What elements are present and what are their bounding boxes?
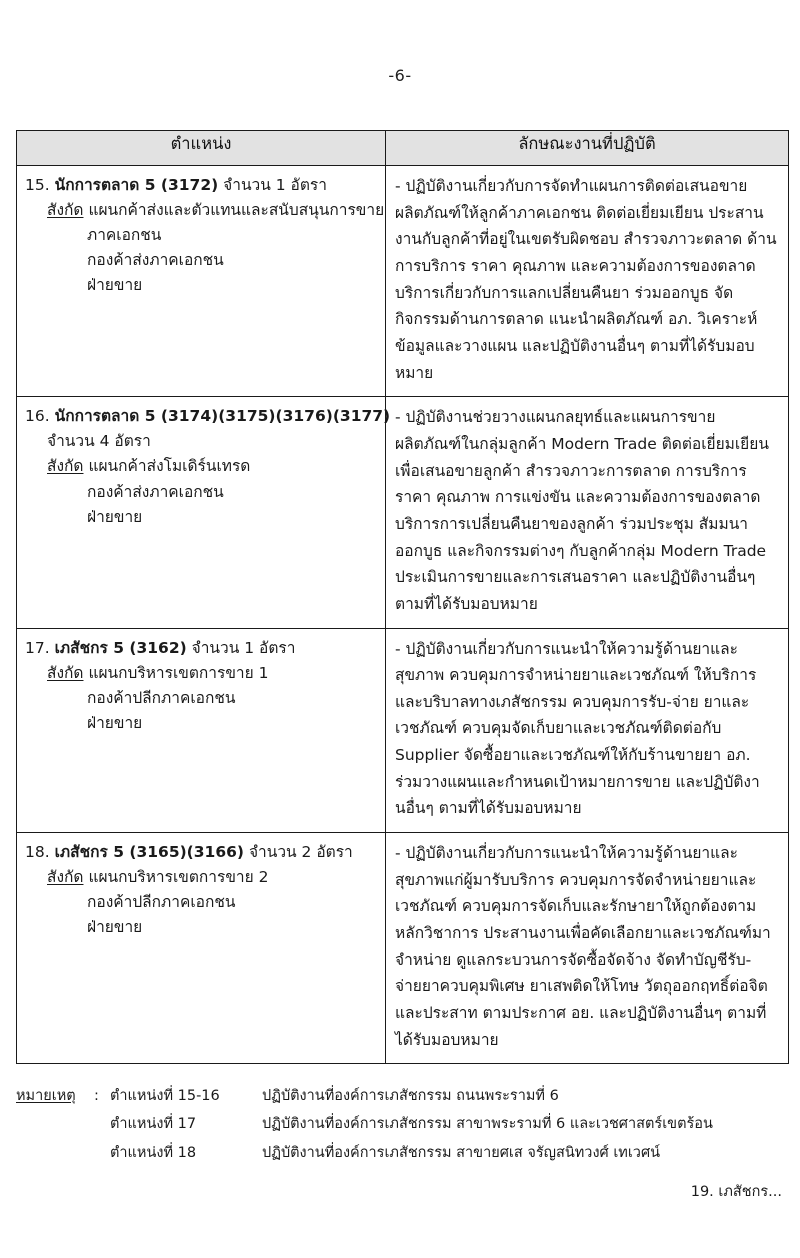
position-quantity: จำนวน 1 อัตรา [191, 638, 296, 657]
position-cell [17, 628, 386, 833]
notes-row [16, 1110, 788, 1138]
column-header-duties: ลักษณะงานที่ปฏิบัติ [386, 131, 789, 166]
notes-positions: ตำแหน่งที่ 17 [110, 1116, 197, 1133]
position-name: นักการตลาด 5 (3172) [54, 176, 219, 194]
affiliation-sub-line: ฝ่ายขาย [87, 918, 143, 937]
column-header-position: ตำแหน่ง [17, 131, 386, 166]
affiliation-sub-line: กองค้าปลีกภาคเอกชน [87, 688, 236, 707]
table-row [17, 166, 789, 397]
affiliation-sub-line: ฝ่ายขาย [87, 276, 143, 295]
affiliation-value: แผนกบริหารเขตการขาย 1 [88, 663, 269, 682]
affiliation-value: แผนกค้าส่งโมเดิร์นเทรด [88, 457, 251, 476]
duties-text: - ปฏิบัติงานช่วยวางแผนกลยุทธ์และแผนการขายผลิตภัณฑ์ในกลุ่มลูกค้า Modern Trade ติดต่อเยี่ยมเยียน เพื่อเสนอขายลูกค้า สำรวจภาวะการตลาด การบริการ ราคา คุณภาพ การแข่งขัน และความต้องการของตลาด บริการการเปลี่ยนคืนยาของลูกค้า ร่วมประชุม สัมมนา ออกบูธ และกิจกรรมต่างๆ กับลูกค้ากลุ่ม Modern Trade ประเมินการขายและการเสนอราคา และปฏิบัติงานอื่นๆ ตามที่ได้รับมอบหมาย [395, 408, 769, 613]
position-affiliation-line [25, 865, 379, 890]
affiliation-label: สังกัด [47, 201, 84, 220]
position-cell [17, 166, 386, 397]
notes-colon: : [94, 1088, 99, 1104]
duties-text: - ปฏิบัติงานเกี่ยวกับการจัดทำแผนการติดต่อเสนอขายผลิตภัณฑ์ให้ลูกค้าภาคเอกชน ติดต่อเยี่ยมเยียน ประสานงานกับลูกค้าที่อยู่ในเขตรับผิดชอบ สำรวจภาวะตลาด ด้านการบริการ ราคา คุณภาพ และความต้องการของตลาด บริการเกี่ยวกับการแลกเปลี่ยนคืนยา ร่วมออกบูธ จัดกิจกรรมด้านการตลาด แนะนำผลิตภัณฑ์ อภ. วิเคราะห์ข้อมูลและวางแผน และปฏิบัติงานอื่นๆ ตามที่ได้รับมอบหมาย [395, 177, 777, 382]
affiliation-sub-line: กองค้าส่งภาคเอกชน [87, 482, 224, 501]
notes-positions: ตำแหน่งที่ 15-16 [110, 1088, 220, 1104]
duties-cell [386, 166, 789, 397]
affiliation-label: สังกัด [47, 663, 84, 682]
affiliation-value: แผนกบริหารเขตการขาย 2 [88, 868, 269, 887]
notes-description: ปฏิบัติงานที่องค์การเภสัชกรรม ถนนพระรามที่ 6 [262, 1088, 559, 1104]
position-name: เภสัชกร 5 (3165)(3166) [54, 843, 244, 862]
page-number: -6- [388, 66, 412, 85]
position-quantity: จำนวน 4 อัตรา [47, 432, 151, 451]
affiliation-sub-line: ฝ่ายขาย [87, 713, 143, 732]
position-index: 15. [25, 176, 50, 194]
position-duties-table [16, 130, 789, 1064]
position-cell [17, 397, 391, 628]
affiliation-label: สังกัด [47, 868, 84, 887]
table-row [17, 397, 789, 628]
table-row [17, 628, 789, 833]
position-affiliation-line [25, 198, 385, 223]
continuation-marker: 19. เภสัชกร... [690, 1184, 782, 1200]
duties-text: - ปฏิบัติงานเกี่ยวกับการแนะนำให้ความรู้ด้านยาและสุขภาพ ควบคุมการจำหน่ายยาและเวชภัณฑ์ ให้บริการและบริบาลทางเภสัชกรรม ควบคุมการรับ-จ่าย ยาและเวชภัณฑ์ ควบคุมจัดเก็บยาและเวชภัณฑ์ติดต่อกับ Supplier จัดซื้อยาและเวชภัณฑ์ให้กับร้านขายยา อภ. ร่วมวางแผนและกำหนดเป้าหมายการขาย และปฏิบัติงานอื่นๆ ตามที่ได้รับมอบหมาย [395, 639, 760, 818]
position-title-line [25, 636, 379, 661]
affiliation-value: แผนกค้าส่งและตัวแทนและสนับสนุนการขาย [88, 201, 385, 220]
position-name: นักการตลาด 5 (3174)(3175)(3176)(3177) [54, 407, 391, 426]
position-quantity: จำนวน 2 อัตรา [248, 843, 353, 862]
affiliation-sub-line: กองค้าปลีกภาคเอกชน [87, 893, 236, 912]
duties-cell [386, 397, 789, 628]
position-quantity: จำนวน 1 อัตรา [223, 176, 327, 194]
duties-cell [386, 628, 789, 833]
notes-positions: ตำแหน่งที่ 18 [110, 1144, 197, 1161]
notes-block [16, 1082, 788, 1167]
position-affiliation-line [25, 661, 379, 686]
affiliation-sub-line: ฝ่ายขาย [87, 507, 143, 526]
notes-label: หมายเหตุ [16, 1088, 76, 1104]
notes-description: ปฏิบัติงานที่องค์การเภสัชกรรม สาขายศเส จรัญสนิทวงศ์ เทเวศน์ [262, 1144, 661, 1161]
position-title-line [25, 173, 379, 198]
position-index: 18. [25, 843, 50, 862]
position-affiliation-line [25, 454, 379, 479]
affiliation-sub-line: ภาคเอกชน [87, 226, 162, 245]
duties-cell [386, 833, 789, 1064]
notes-row [16, 1139, 788, 1167]
notes-description: ปฏิบัติงานที่องค์การเภสัชกรรม สาขาพระรามที่ 6 และเวชศาสตร์เขตร้อน [262, 1116, 713, 1133]
table-row [17, 833, 789, 1064]
affiliation-label: สังกัด [47, 457, 84, 476]
position-title-line [25, 840, 379, 865]
position-index: 16. [25, 407, 50, 426]
table-header-row [17, 131, 789, 166]
duties-text: - ปฏิบัติงานเกี่ยวกับการแนะนำให้ความรู้ด้านยาและสุขภาพแก่ผู้มารับบริการ ควบคุมการจัดจำหน่ายยาและเวชภัณฑ์ ควบคุมการจัดเก็บและรักษายาให้ถูกต้องตามหลักวิชาการ ประสานงานเพื่อคัดเลือกยาและเวชภัณฑ์มาจำหน่าย ดูแลกระบวนการจัดซื้อจัดจ้าง จัดทำบัญชีรับ-จ่ายยาควบคุมพิเศษ ยาเสพติดให้โทษ วัตถุออกฤทธิ์ต่อจิตและประสาท ตามประกาศ อย. และปฏิบัติงานอื่นๆ ตามที่ได้รับมอบหมาย [395, 844, 771, 1049]
position-name: เภสัชกร 5 (3162) [54, 638, 187, 657]
position-cell [17, 833, 386, 1064]
notes-row [16, 1082, 788, 1110]
position-index: 17. [25, 638, 50, 657]
position-title-line [25, 404, 391, 429]
affiliation-sub-line: กองค้าส่งภาคเอกชน [87, 251, 224, 270]
